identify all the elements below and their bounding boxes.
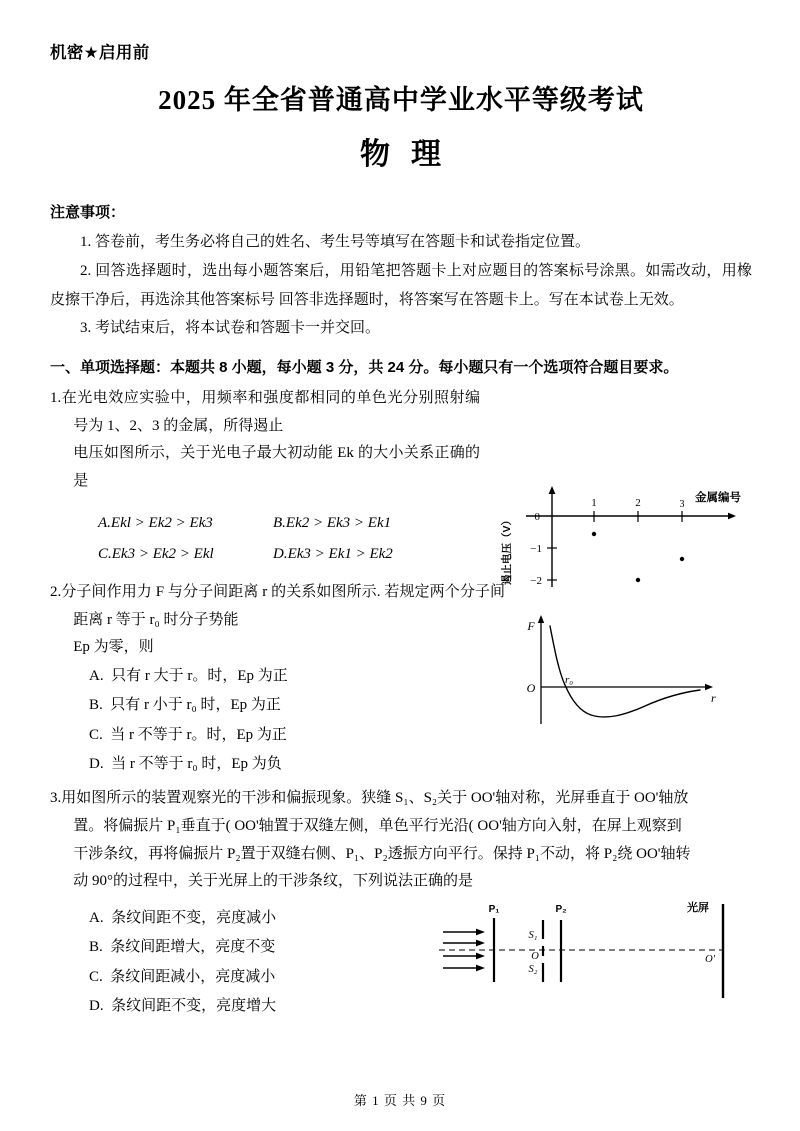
page-footer: 第 1 页 共 9 页 xyxy=(353,1093,447,1108)
option-a-label: A. xyxy=(98,514,111,531)
question-3-line-3: 干涉条纹，再将偏振片 P₂置于双缝右侧、P₁、P₂透振方向平行。保持 P₁不动，将 P₂绕 OO'轴转 xyxy=(73,845,691,862)
option-c-text: 条纹间距减小，亮度减小 xyxy=(110,968,276,985)
option-c-text: Ek3 > Ek2 > Ekl xyxy=(111,546,214,563)
option-c-label: C. xyxy=(89,968,103,985)
option-a-label: A. xyxy=(89,668,104,685)
y-tick-label-0: 0 xyxy=(534,511,540,523)
question-1-option-a[interactable] xyxy=(98,508,273,540)
question-3-line-1 xyxy=(50,785,752,813)
option-b-label: B. xyxy=(89,697,103,714)
section-heading-single-choice: 一、单项选择题：本题共 8 小题，每小题 3 分，共 24 分。每小题只有一个选项符合题目要求。 xyxy=(50,359,679,377)
figure-intermolecular-force-curve xyxy=(495,612,745,735)
x-tick-label-1: 1 xyxy=(591,497,597,509)
screen-center-label: O' xyxy=(705,954,715,965)
x-axis-title: 金属编号 xyxy=(695,492,741,504)
subject-char-left: 物 xyxy=(360,137,391,171)
data-point-metal-2 xyxy=(636,578,640,582)
question-3-line-2: 置。将偏振片 P₁垂直于( OO'轴置于双缝左侧，单色平行光沿( OO'轴方向入射，在屏上观察到 xyxy=(73,817,682,834)
option-d-text: 条纹间距不变，亮度增大 xyxy=(111,997,277,1014)
option-d-label: D. xyxy=(273,546,288,563)
question-2-number: 2. xyxy=(50,583,62,600)
slit-s1-label: S₁ xyxy=(528,930,538,941)
option-d-text: 当 r 不等于 r₀ 时，Ep 为负 xyxy=(111,755,282,772)
option-c-label: C. xyxy=(98,546,112,563)
option-d-label: D. xyxy=(89,997,104,1014)
data-point-metal-1 xyxy=(592,532,596,536)
notice-item-3: 3. 考试结束后，将本试卷和答题卡一并交回。 xyxy=(80,320,381,337)
question-1-line-1 xyxy=(50,385,480,441)
question-1-option-c[interactable] xyxy=(98,539,273,571)
question-1-number: 1. xyxy=(50,389,62,406)
option-c-text: 当 r 不等于 r。时，Ep 为正 xyxy=(110,726,287,743)
question-2-line-1 xyxy=(50,579,505,635)
y-tick-label-minus1: −1 xyxy=(530,543,542,555)
y-axis-title: 遏止电压（V） xyxy=(501,514,513,586)
option-b-label: B. xyxy=(273,514,286,531)
option-c-label: C. xyxy=(89,726,103,743)
notice-item-1: 1. 答卷前，考生务必将自己的姓名、考生号等填写在答题卡和试卷指定位置。 xyxy=(80,234,591,251)
question-2-body xyxy=(50,579,505,662)
question-2-line-2: Ep 为零，则 xyxy=(73,639,154,656)
question-1-body xyxy=(50,385,480,496)
force-curve-path xyxy=(550,626,700,717)
question-3-text-1: 用如图所示的装置观察光的干涉和偏振现象。狭缝 S₁、S₂关于 OO'轴对称，光屏垂直于 OO'轴放 xyxy=(61,790,689,807)
question-2-option-d[interactable] xyxy=(50,750,752,779)
slit-s2-label: S₂ xyxy=(528,964,538,975)
question-1-text-1: 在光电效应实验中，用频率和强度都相同的单色光分别照射编号为 1、2、3 的金属，所得遏止 xyxy=(61,389,480,434)
question-3-line-4: 动 90°的过程中，关于光屏上的干涉条纹，下列说法正确的是 xyxy=(73,873,474,890)
notice-item-2: 2. 回答选择题时，选出每小题答案后，用铅笔把答题卡上对应题目的答案标号涂黑。如需改动，用橡皮擦干净后，再选涂其他答案标号 回答非选择题时，将答案写在答题卡上。写在本试卷上无效。 xyxy=(50,262,752,308)
subject-char-right: 理 xyxy=(411,137,442,171)
x-axis-arrow xyxy=(728,513,736,520)
polarizer-p1-label: P₁ xyxy=(488,904,500,915)
figure-interference-polarization-setup xyxy=(437,898,757,1008)
option-b-text: Ek2 > Ek3 > Ek1 xyxy=(285,514,392,531)
y-tick-label-minus2: −2 xyxy=(530,575,542,587)
question-1-line-2: 电压如图所示，关于光电子最大初动能 Ek 的大小关系正确的是 xyxy=(73,445,480,490)
force-origin-label: O xyxy=(526,681,536,695)
option-b-label: B. xyxy=(89,939,103,956)
force-axis-label-r: r xyxy=(711,691,716,705)
option-a-label: A. xyxy=(89,910,104,927)
question-1-option-b[interactable] xyxy=(273,508,448,540)
force-curve-svg xyxy=(495,612,745,730)
force-x-arrow xyxy=(705,684,713,690)
x-tick-label-2: 2 xyxy=(635,497,641,509)
confidential-notice: 机密★启用前 xyxy=(50,44,150,62)
force-r0-label: r₀ xyxy=(565,674,574,686)
y-axis-arrow xyxy=(549,486,556,494)
option-d-text: Ek3 > Ek1 > Ek2 xyxy=(287,546,393,563)
polarizer-p2-label: P₂ xyxy=(555,904,567,915)
subject-title xyxy=(50,135,752,176)
question-1-option-d[interactable] xyxy=(273,539,448,571)
x-tick-label-3: 3 xyxy=(679,499,685,510)
figure-photoelectric-stopping-voltage xyxy=(490,484,755,594)
photoelectric-chart-svg xyxy=(490,484,755,589)
force-axis-label-F: F xyxy=(527,619,535,633)
interference-setup-svg xyxy=(437,898,757,1003)
force-y-arrow xyxy=(538,615,544,623)
screen-label: 光屏 xyxy=(687,902,709,914)
exam-title: 2025 年全省普通高中学业水平等级考试 xyxy=(158,85,644,116)
option-a-text: 只有 r 大于 r。时，Ep 为正 xyxy=(111,668,288,685)
axis-origin-label: O xyxy=(531,951,539,962)
option-a-text: 条纹间距不变，亮度减小 xyxy=(111,910,277,927)
question-2-text-1: 分子间作用力 F 与分子间距离 r 的关系如图所示. 若规定两个分子间距离 r 等于 r₀ 时分子势能 xyxy=(61,583,505,628)
notice-heading: 注意事项： xyxy=(50,204,126,222)
question-3-number: 3. xyxy=(50,790,62,807)
option-b-text: 只有 r 小于 r₀ 时，Ep 为正 xyxy=(110,697,281,714)
option-b-text: 条纹间距增大，亮度不变 xyxy=(110,939,276,956)
data-point-metal-3 xyxy=(680,557,684,561)
option-a-text: Ekl > Ek2 > Ek3 xyxy=(110,514,213,531)
option-d-label: D. xyxy=(89,755,104,772)
